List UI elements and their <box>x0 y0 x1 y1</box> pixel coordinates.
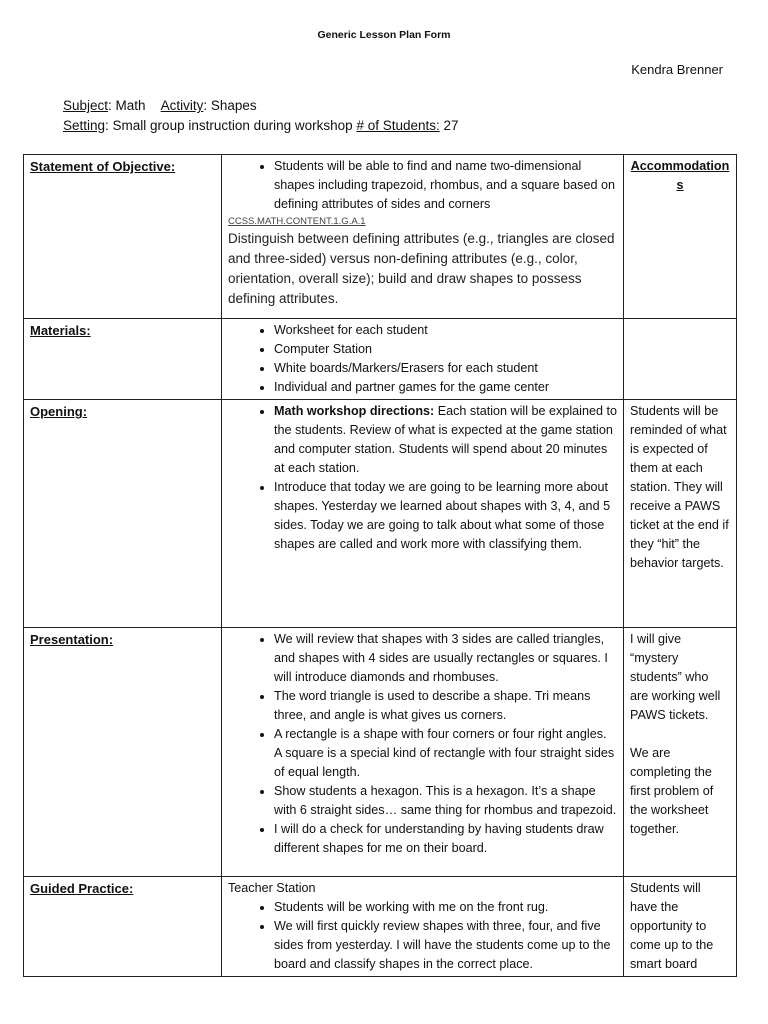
opening-accommodation: Students will be reminded of what is expected of them at each station. They will receive a PAWS ticket at the end if they “hit” the behavior targets. <box>624 400 737 628</box>
presentation-row <box>24 628 737 877</box>
activity-label: Activity <box>160 98 204 113</box>
presentation-content <box>222 628 624 877</box>
subject-label: Subject <box>63 98 109 113</box>
setting-label: Setting <box>63 118 106 133</box>
list-item: • Students will be working with me on the front rug. <box>274 898 617 917</box>
colon: : <box>203 98 211 113</box>
list-item: • A rectangle is a shape with four corners or four right angles. A square is a special kind of rectangle with four straight sides of equal length. <box>274 725 617 782</box>
materials-label: Materials: <box>30 323 91 338</box>
guided-practice-label: Guided Practice: <box>30 881 134 896</box>
subject-value: Math <box>115 98 146 113</box>
students-label: # of Students: <box>356 118 440 133</box>
accommodation-note: I will give “mystery students” who are working well PAWS tickets. <box>630 632 721 722</box>
activity-value: Shapes <box>210 98 257 113</box>
list-item: • I will do a check for understanding by having students draw different shapes for me on their board. <box>274 820 617 858</box>
presentation-label: Presentation: <box>30 632 114 647</box>
page-title: Generic Lesson Plan Form <box>317 29 451 41</box>
colon: : <box>108 98 116 113</box>
setting-line <box>63 118 459 133</box>
objective-bullet: • Students will be able to find and name two-dimensional shapes including trapezoid, rhombus, and a square based on defining attributes of sides and corners <box>274 157 617 214</box>
guided-practice-accommodation: Students will have the opportunity to come up to the smart board <box>624 877 737 977</box>
guided-intro: Teacher Station <box>228 881 316 895</box>
opening-content <box>222 400 624 628</box>
students-value: 27 <box>443 118 459 133</box>
presentation-accommodation <box>624 628 737 877</box>
list-item: • The word triangle is used to describe a shape. Tri means three, and angle is what gives us corners. <box>274 687 617 725</box>
opening-lead: Math workshop directions: <box>274 404 435 418</box>
author-name: Kendra Brenner <box>631 62 723 77</box>
guided-practice-row <box>24 877 737 977</box>
subject-activity-line <box>63 98 257 113</box>
opening-row <box>24 400 737 628</box>
accommodation-note: We are completing the first problem of the worksheet together. <box>630 746 714 836</box>
standard-code: CCSS.MATH.CONTENT.1.G.A.1 <box>228 216 366 227</box>
setting-value: Small group instruction during workshop <box>112 118 353 133</box>
spacer <box>146 98 161 113</box>
materials-row <box>24 319 737 400</box>
list-item: • Individual and partner games for the game center <box>274 378 617 397</box>
list-item: • White boards/Markers/Erasers for each student <box>274 359 617 378</box>
list-item: • We will review that shapes with 3 sides are called triangles, and shapes with 4 sides are usually rectangles or squares. I will introduce diamonds and rhombuses. <box>274 630 617 687</box>
list-item: • Show students a hexagon. This is a hexagon. It’s a shape with 6 straight sides… same thing for rhombus and trapezoid. <box>274 782 617 820</box>
objective-label: Statement of Objective: <box>30 159 176 174</box>
accommodations-header: Accommodations <box>630 159 730 192</box>
objective-row <box>24 155 737 319</box>
guided-practice-content <box>222 877 624 977</box>
list-item: • Worksheet for each student <box>274 321 617 340</box>
opening-item1-text: Each station will be explained to the students. Review of what is expected at the game station and computer station. Students will spend about 20 minutes at each station. <box>274 404 617 475</box>
materials-content <box>222 319 624 400</box>
opening-label: Opening: <box>30 404 88 419</box>
list-item: • We will first quickly review shapes with three, four, and five sides from yesterday. I will have the students come up to the board and classify shapes in the correct place. <box>274 917 617 974</box>
list-item: • Introduce that today we are going to be learning more about shapes. Yesterday we learned about shapes with 3, 4, and 5 sides. Today we are going to talk about what some of those shapes are called and work more with classifying them. <box>274 478 617 554</box>
materials-accommodation <box>624 319 737 400</box>
colon: : <box>105 118 113 133</box>
objective-content <box>222 155 624 319</box>
list-item <box>274 402 617 478</box>
list-item: • Computer Station <box>274 340 617 359</box>
standard-text: Distinguish between defining attributes (e.g., triangles are closed and three-sided) versus non-defining attributes (e.g., color, orientation, overall size); build and draw shapes to possess defining attributes. <box>228 231 615 306</box>
lesson-plan-table <box>23 154 737 977</box>
